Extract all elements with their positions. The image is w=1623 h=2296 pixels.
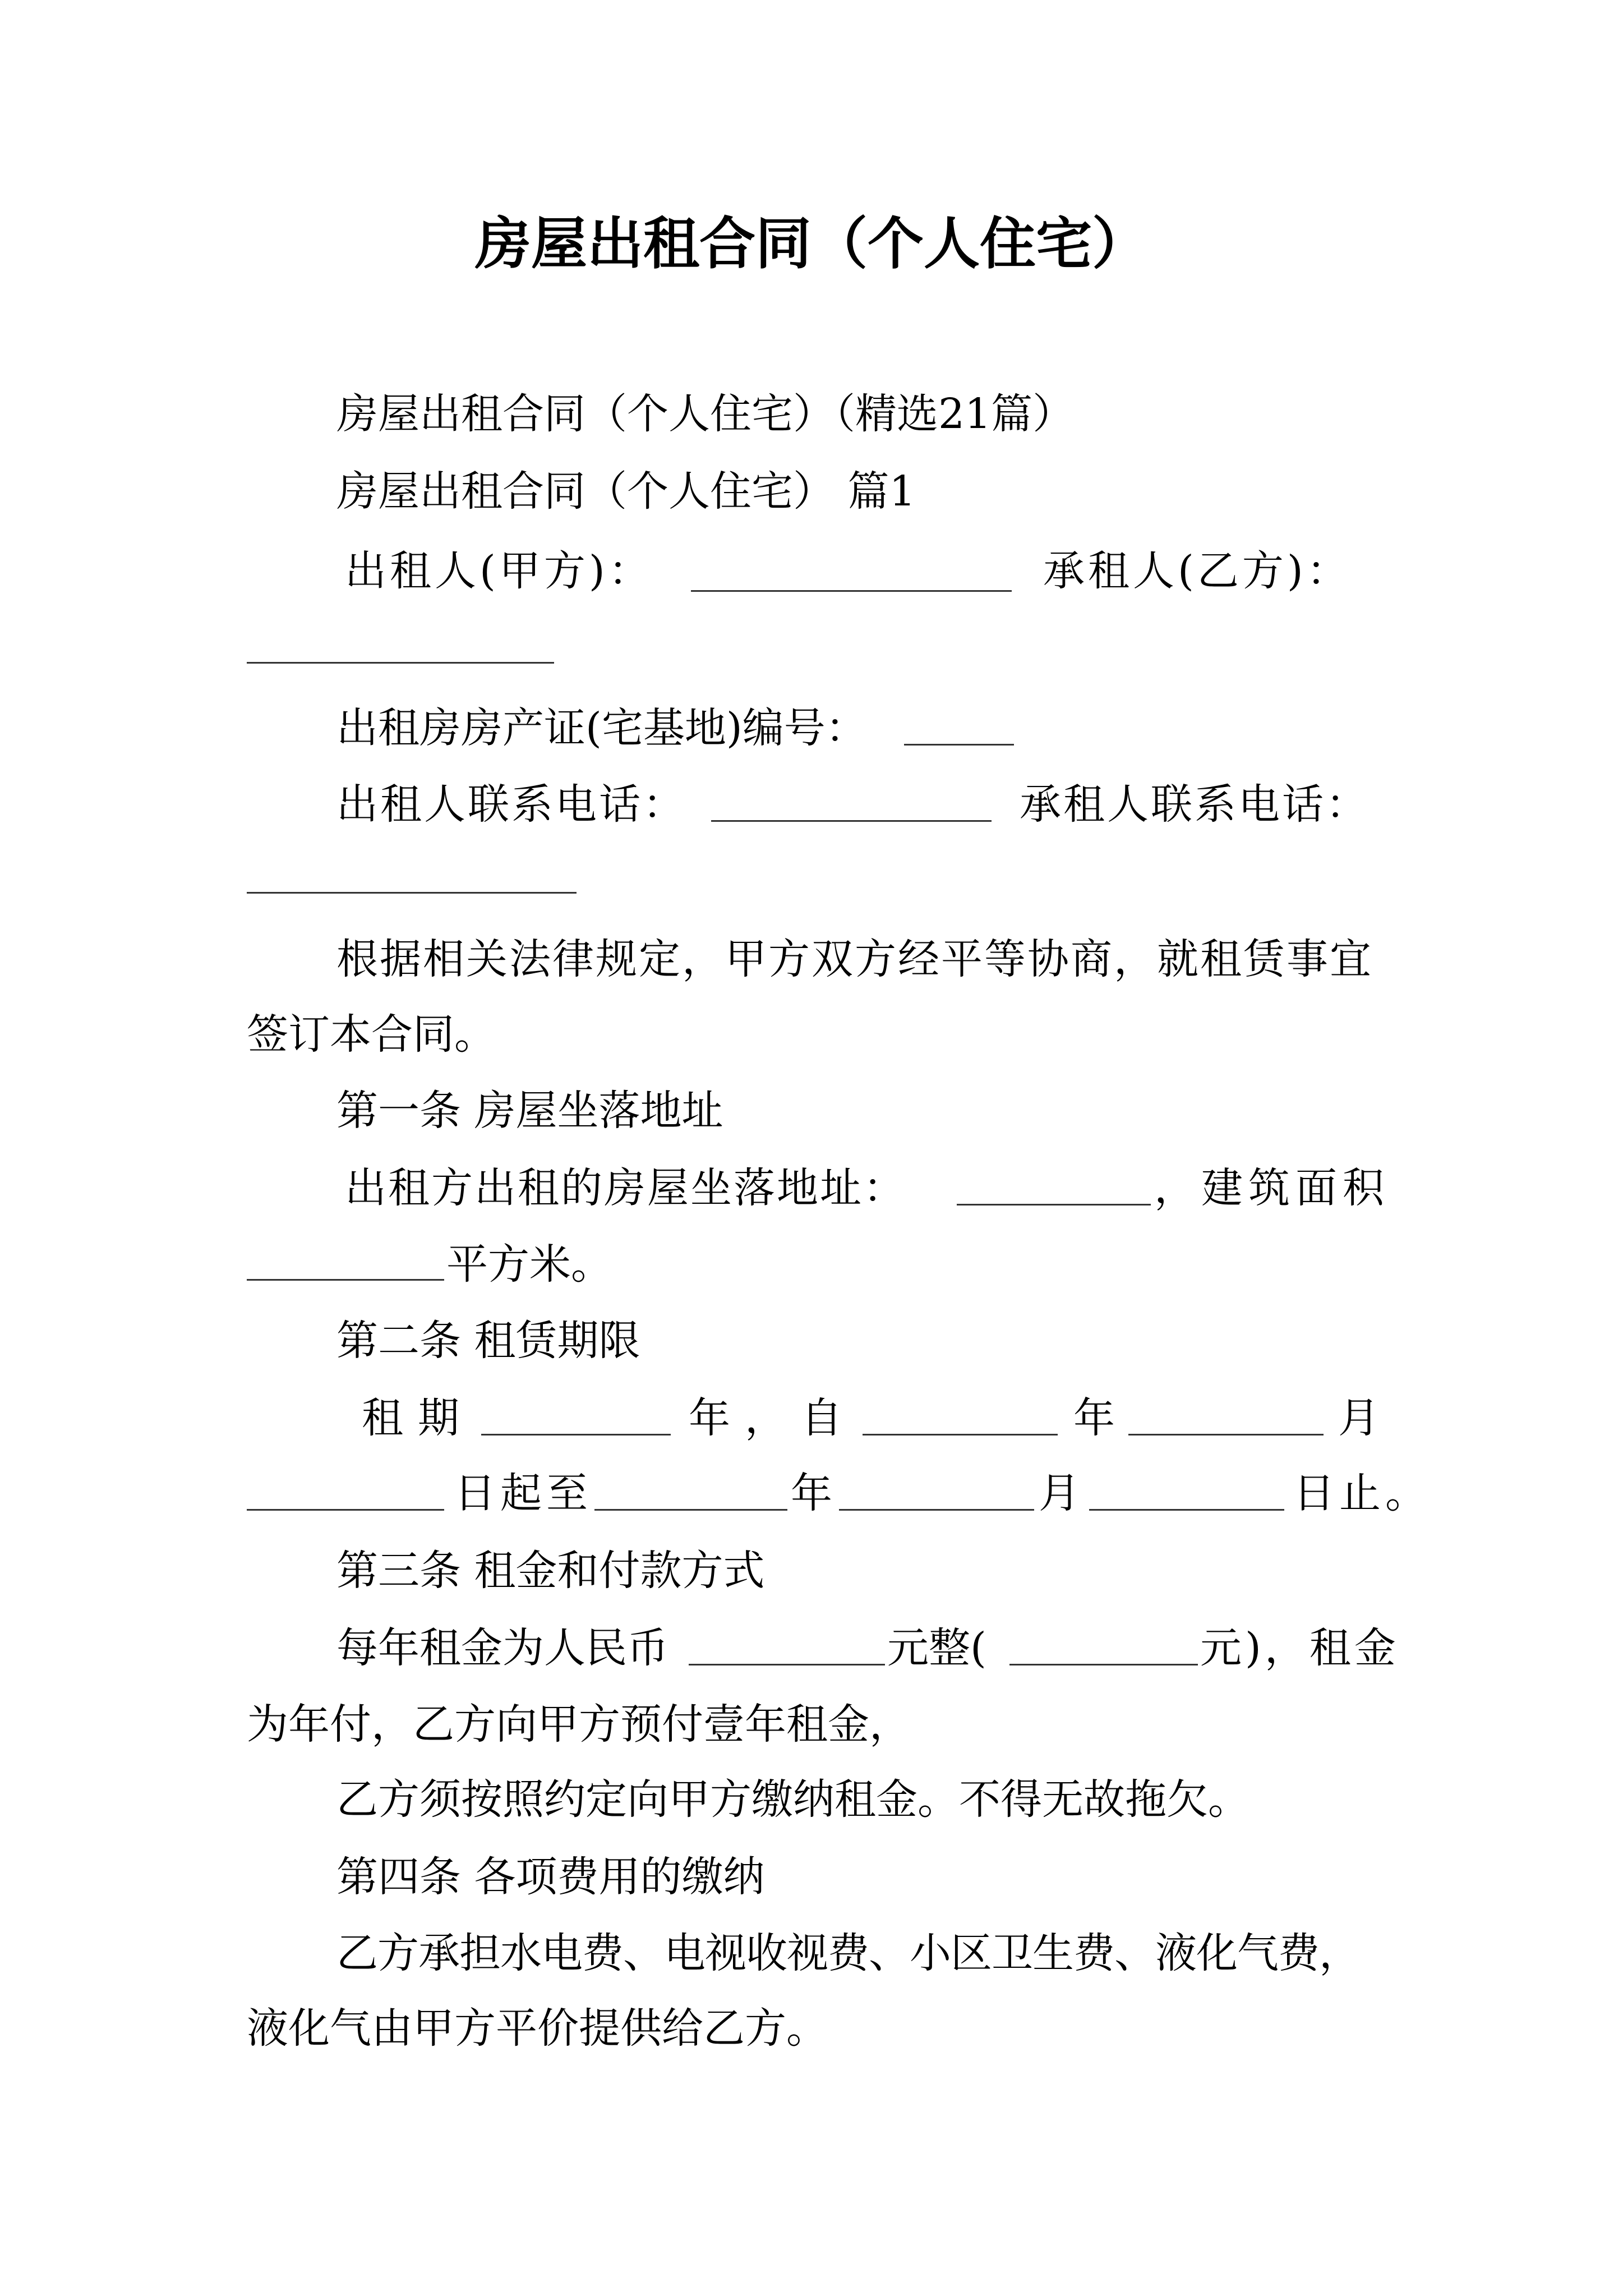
article-3-heading: 第三条 租金和付款方式 — [336, 1547, 765, 1595]
article-4-heading: 第四条 各项费用的缴纳 — [336, 1853, 765, 1901]
rent-unit-close: 元)，租金 — [1200, 1624, 1399, 1672]
end-month-blank — [839, 1509, 1034, 1511]
lessee-phone-blank — [247, 892, 577, 894]
rent-number-blank — [1009, 1664, 1198, 1665]
rent-unit: 元整( — [887, 1624, 986, 1672]
term-from-label: 年，自 — [689, 1394, 857, 1442]
lessee-phone-label: 承租人联系电话： — [1020, 780, 1370, 829]
article-3-line-2: 为年付，乙方向甲方预付壹年租金， — [247, 1700, 911, 1749]
article-1-address-label: 出租方出租的房屋坐落地址： — [345, 1164, 906, 1212]
lessor-phone-label: 出租人联系电话： — [336, 780, 686, 829]
end-day-unit: 日止。 — [1293, 1469, 1431, 1517]
rent-words-blank — [689, 1664, 885, 1665]
end-day-blank — [1089, 1509, 1284, 1511]
document-title: 房屋出租合同（个人住宅） — [475, 211, 1148, 277]
start-year-unit: 年 — [1073, 1394, 1115, 1442]
lessee-blank — [247, 662, 554, 664]
lessor-label: 出租人(甲方)： — [345, 547, 653, 595]
preamble-line-2: 签订本合同。 — [247, 1010, 496, 1059]
start-month-unit: 月 — [1338, 1394, 1380, 1442]
lessor-blank — [691, 590, 1012, 592]
article-4-line-1: 乙方承担水电费、电视收视费、小区卫生费、液化气费， — [336, 1929, 1360, 1977]
article-3-line-3: 乙方须按照约定向甲方缴纳租金。不得无故拖欠。 — [336, 1775, 1249, 1824]
article-4-line-2: 液化气由甲方平价提供给乙方。 — [247, 2004, 828, 2053]
rent-label: 每年租金为人民币 — [336, 1624, 668, 1672]
article-2-heading: 第二条 租赁期限 — [336, 1317, 640, 1365]
start-month-blank — [1128, 1434, 1324, 1435]
end-from-label: 日起至 — [454, 1469, 592, 1517]
certificate-blank — [904, 744, 1014, 746]
start-year-blank — [863, 1434, 1058, 1435]
section-title: 房屋出租合同（个人住宅） 篇1 — [336, 467, 916, 516]
certificate-label: 出租房房产证(宅基地)编号： — [336, 704, 867, 752]
lessee-label: 承租人(乙方)： — [1043, 547, 1352, 595]
article-1-heading: 第一条 房屋坐落地址 — [336, 1087, 723, 1135]
end-month-unit: 月 — [1039, 1469, 1080, 1517]
term-label: 租期 — [362, 1394, 474, 1442]
end-year-unit: 年 — [791, 1469, 832, 1517]
start-day-blank — [247, 1509, 444, 1511]
collection-title: 房屋出租合同（个人住宅）（精选21篇） — [336, 390, 1075, 438]
lessor-phone-blank — [711, 820, 992, 822]
end-year-blank — [594, 1509, 787, 1511]
term-years-blank — [481, 1434, 671, 1435]
article-1-area-unit: 平方米。 — [446, 1240, 612, 1289]
preamble-line-1: 根据相关法律规定，甲方双方经平等协商，就租赁事宜 — [336, 935, 1373, 983]
area-blank — [247, 1279, 444, 1281]
article-1-area-label: ，建筑面积 — [1154, 1164, 1390, 1212]
address-blank — [957, 1204, 1151, 1205]
